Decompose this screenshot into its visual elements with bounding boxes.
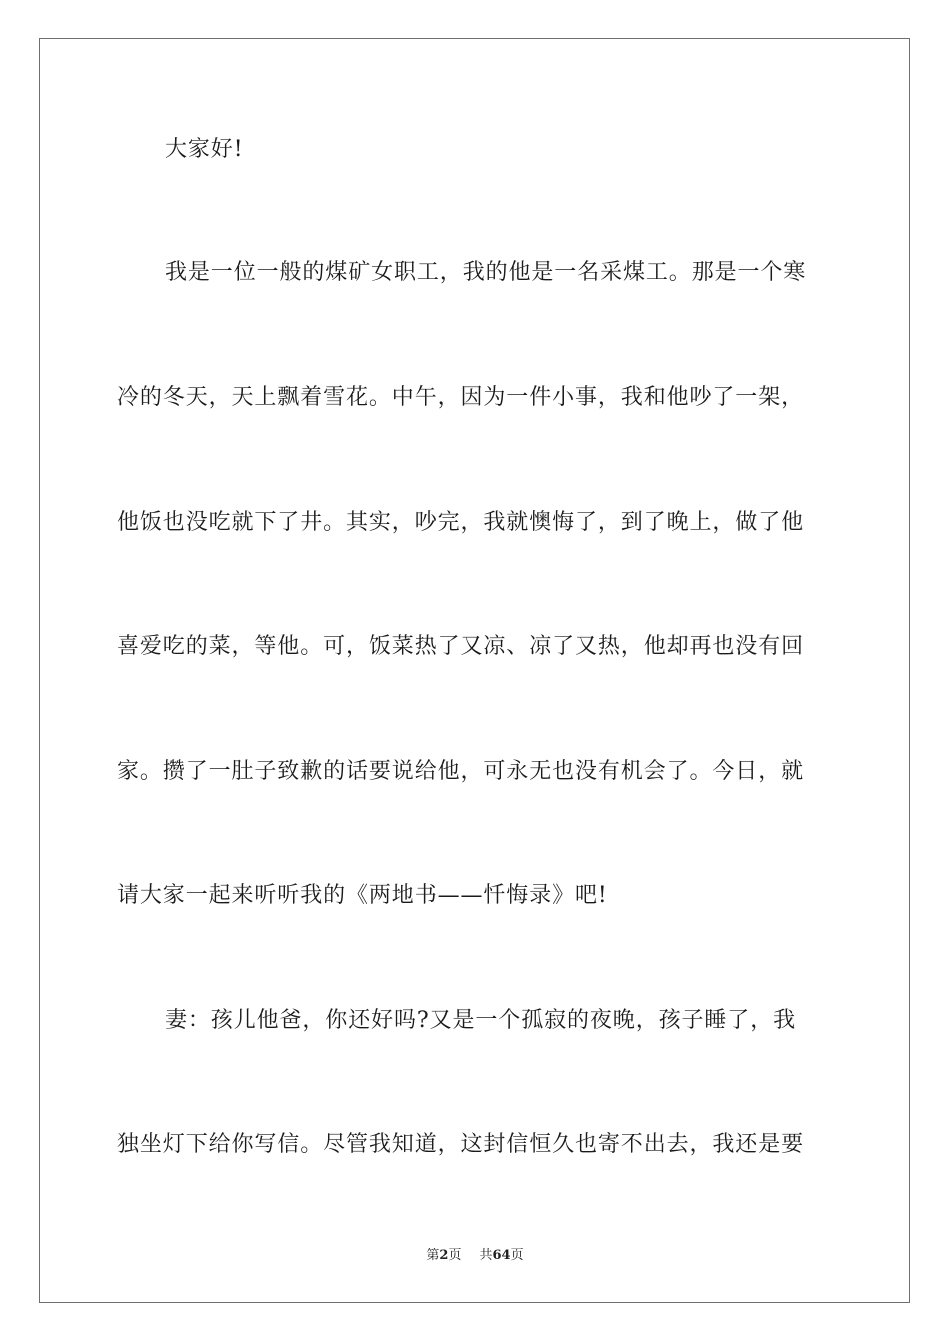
text-line: 请大家一起来听听我的《两地书——忏悔录》吧! [117, 883, 608, 908]
text-line: 妻：孩儿他爸，你还好吗?又是一个孤寂的夜晚，孩子睡了，我 [165, 1008, 796, 1033]
text-line: 家。攒了一肚子致歉的话要说给他，可永无也没有机会了。今日，就 [117, 759, 805, 784]
total-suffix: 页 [510, 1248, 524, 1263]
text-line: 独坐灯下给你写信。尽管我知道，这封信恒久也寄不出去，我还是要 [117, 1132, 805, 1157]
text-line: 喜爱吃的菜，等他。可，饭菜热了又凉、凉了又热，他却再也没有回 [117, 634, 805, 659]
text-line: 我是一位一般的煤矿女职工，我的他是一名采煤工。那是一个寒 [165, 260, 807, 285]
page-footer [0, 1247, 950, 1265]
text-line-greeting: 大家好! [165, 137, 244, 162]
total-prefix: 共 [479, 1248, 493, 1263]
total-pages: 64 [492, 1248, 511, 1263]
page-prefix: 第 [426, 1248, 440, 1263]
text-line: 冷的冬天，天上飘着雪花。中午，因为一件小事，我和他吵了一架， [117, 385, 805, 410]
page-suffix: 页 [448, 1248, 462, 1263]
page-number: 2 [439, 1248, 449, 1263]
page-border [39, 38, 910, 1303]
text-line: 他饭也没吃就下了井。其实，吵完，我就懊悔了，到了晚上，做了他 [117, 510, 805, 535]
